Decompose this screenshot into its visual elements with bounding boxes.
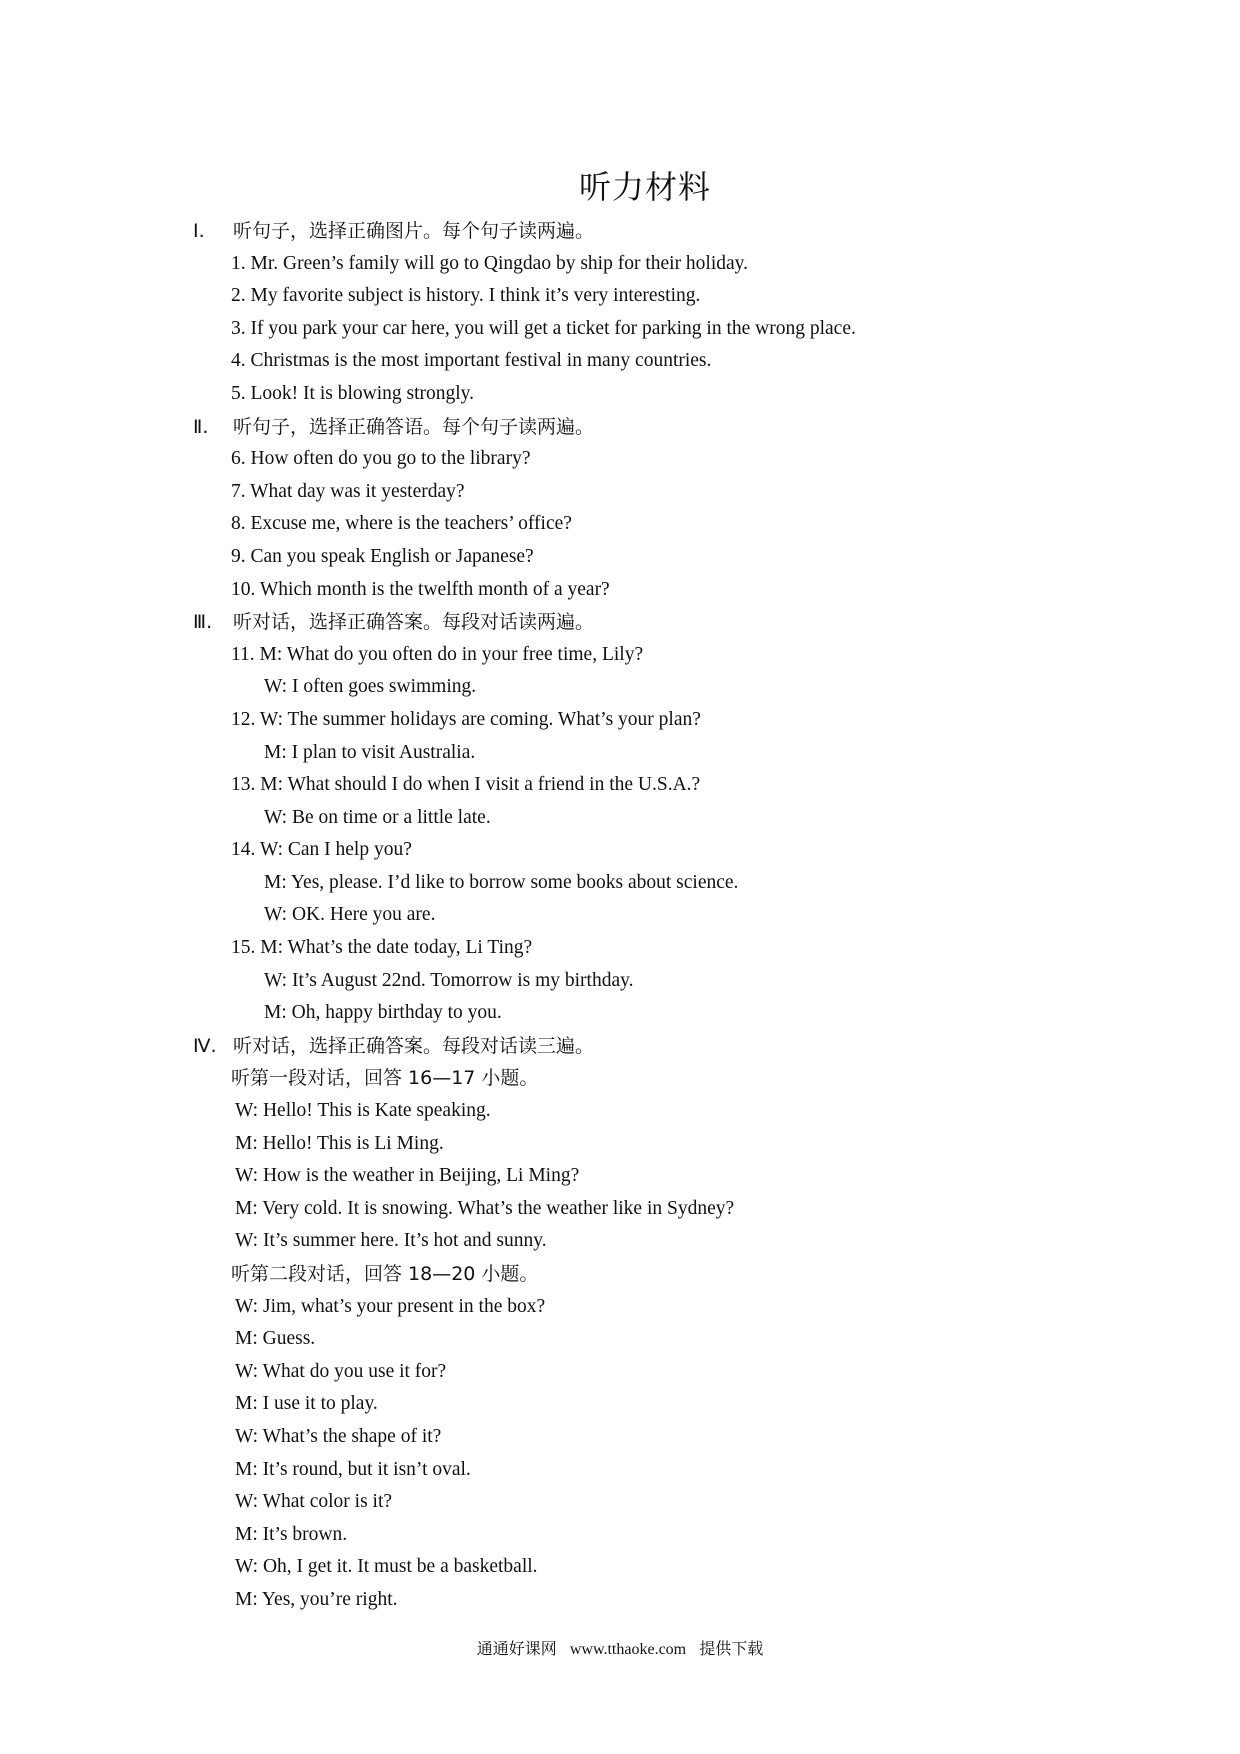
- dialogue-line: M: Oh, happy birthday to you.: [264, 1002, 502, 1024]
- dialogue-line: W: I often goes swimming.: [264, 676, 477, 698]
- section-instruction: 听对话，选择正确答案。每段对话读三遍。: [233, 1034, 595, 1057]
- list-item: 3. If you park your car here, you will get a ticket for parking in the wrong place.: [231, 317, 856, 339]
- dialogue-line: W: Hello! This is Kate speaking.: [235, 1100, 491, 1122]
- list-item: 1. Mr. Green’s family will go to Qingdao by ship for their holiday.: [231, 252, 749, 274]
- page-title: 听力材料: [578, 168, 711, 206]
- list-item: 9. Can you speak English or Japanese?: [231, 545, 534, 567]
- dialogue-line: W: It’s summer here. It’s hot and sunny.: [235, 1230, 547, 1252]
- footer-suffix: 提供下载: [699, 1639, 764, 1658]
- dialogue-line: 11. M: What do you often do in your free time, Lily?: [231, 643, 644, 665]
- dialogue-line: W: OK. Here you are.: [264, 904, 436, 926]
- dialogue-line: M: Yes, please. I’d like to borrow some books about science.: [264, 871, 739, 893]
- section-heading: [0, 215, 1240, 248]
- dialogue-line: 12. W: The summer holidays are coming. What’s your plan?: [231, 708, 701, 730]
- dialogue-line: W: What’s the shape of it?: [235, 1425, 442, 1447]
- dialogue-line: M: It’s brown.: [235, 1523, 348, 1545]
- section-number: Ⅰ.: [193, 220, 205, 242]
- dialogue-line: W: It’s August 22nd. Tomorrow is my birthday.: [264, 969, 634, 991]
- dialogue-line: 15. M: What’s the date today, Li Ting?: [231, 937, 533, 959]
- list-item: 4. Christmas is the most important festival in many countries.: [231, 350, 712, 372]
- document-body: [0, 215, 1240, 1617]
- list-item: 8. Excuse me, where is the teachers’ office?: [231, 513, 572, 535]
- list-item: 10. Which month is the twelfth month of a year?: [231, 578, 610, 600]
- section-number: Ⅳ.: [193, 1034, 217, 1057]
- dialogue-line: W: Oh, I get it. It must be a basketball.: [235, 1556, 538, 1578]
- list-item: 7. What day was it yesterday?: [231, 480, 465, 502]
- section-instruction: 听句子，选择正确图片。每个句子读两遍。: [233, 220, 595, 242]
- section-instruction: 听对话，选择正确答案。每段对话读两遍。: [233, 611, 595, 634]
- dialogue-line: W: What do you use it for?: [235, 1360, 447, 1382]
- dialogue-line: W: Be on time or a little late.: [264, 806, 491, 828]
- dialogue-line: 14. W: Can I help you?: [231, 839, 412, 861]
- section-heading: [0, 411, 1240, 444]
- dialogue-line: M: Guess.: [235, 1328, 316, 1350]
- dialogue-line: W: Jim, what’s your present in the box?: [235, 1295, 546, 1317]
- footer-site-name: 通通好课网: [476, 1639, 557, 1658]
- page-footer: [0, 1636, 1240, 1659]
- dialogue-line: M: It’s round, but it isn’t oval.: [235, 1458, 471, 1480]
- dialogue-line: M: I use it to play.: [235, 1393, 378, 1415]
- dialogue-line: M: I plan to visit Australia.: [264, 741, 476, 763]
- section-instruction: 听句子，选择正确答语。每个句子读两遍。: [233, 415, 595, 438]
- dialogue-line: W: How is the weather in Beijing, Li Ming?: [235, 1165, 580, 1187]
- section-number: Ⅱ.: [193, 415, 209, 438]
- dialogue-line: M: Hello! This is Li Ming.: [235, 1132, 444, 1154]
- dialogue-intro: 听第一段对话，回答 16—17 小题。: [231, 1067, 539, 1090]
- list-item: 6. How often do you go to the library?: [231, 448, 531, 470]
- section-number: Ⅲ.: [193, 611, 213, 634]
- dialogue-line: W: What color is it?: [235, 1491, 393, 1513]
- dialogue-intro: 听第二段对话，回答 18—20 小题。: [231, 1263, 539, 1285]
- section-heading: [0, 1030, 1240, 1063]
- list-item: 2. My favorite subject is history. I think it’s very interesting.: [231, 285, 701, 307]
- dialogue-line: M: Yes, you’re right.: [235, 1588, 398, 1610]
- list-item: 5. Look! It is blowing strongly.: [231, 382, 475, 404]
- section-heading: [0, 606, 1240, 639]
- dialogue-line: 13. M: What should I do when I visit a friend in the U.S.A.?: [231, 774, 701, 796]
- dialogue-line: M: Very cold. It is snowing. What’s the weather like in Sydney?: [235, 1197, 735, 1219]
- footer-url: www.tthaoke.com: [569, 1641, 687, 1658]
